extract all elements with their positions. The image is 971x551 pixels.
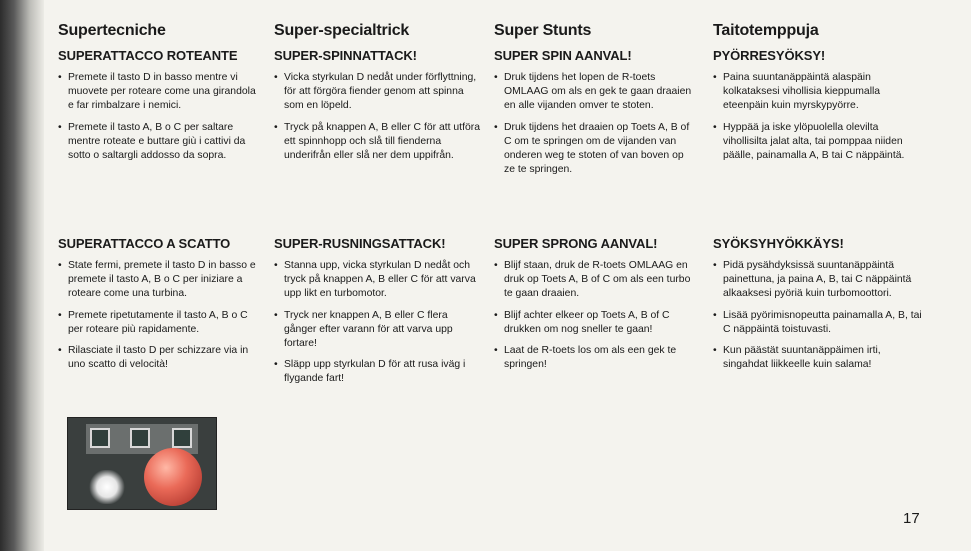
bullet-item: • Lisää pyörimisnopeutta painamalla A, B, tai C näppäintä toistuvasti. [713, 309, 923, 337]
column-swedish [274, 22, 480, 170]
bullet-item: • Laat de R-toets los om als een gek te springen! [494, 344, 696, 372]
bullet-item: • Blijf achter elkeer op Toets A, B of C drukken om nog sneller te gaan! [494, 309, 696, 337]
bullet-item: • Släpp upp styrkulan D för att rusa iväg i flygande fart! [274, 358, 480, 386]
section-heading: SUPERATTACCO ROTEANTE [58, 48, 238, 63]
section-heading: SUPER-SPINNATTACK! [274, 48, 417, 63]
screenshot-monitor [90, 428, 110, 448]
column-italian [58, 22, 263, 170]
bullet-item: • Druk tijdens het draaien op Toets A, B of C om te springen om de vijanden van onderen weg te stoten of van boven op ze te springen. [494, 121, 696, 178]
section-heading: SUPER-RUSNINGSATTACK! [274, 236, 446, 251]
screenshot-monitor [130, 428, 150, 448]
section-finnish-2 [713, 236, 923, 379]
column-dutch [494, 22, 696, 184]
screenshot-spin-effect [88, 470, 126, 504]
section-heading: PYÖRRESYÖKSY! [713, 48, 826, 63]
screenshot-monitor [172, 428, 192, 448]
bullet-item: • Premete il tasto D in basso mentre vi muovete per roteare come una girandola e far rimbalzare i nemici. [58, 71, 263, 114]
column-title: Supertecniche [58, 22, 166, 39]
bullet-item: • Premete ripetutamente il tasto A, B o C per roteare più rapidamente. [58, 309, 263, 337]
bullet-item: • Premete il tasto A, B o C per saltare mentre roteate e buttare giù i cattivi da sotto o saltargli addosso da sopra. [58, 121, 263, 164]
section-heading: SUPER SPIN AANVAL! [494, 48, 632, 63]
section-heading: SYÖKSYHYÖKKÄYS! [713, 236, 844, 251]
section-dutch-2 [494, 236, 696, 379]
bullet-item: • Kun päästät suuntanäppäimen irti, singahdat liikkeelle kuin salama! [713, 344, 923, 372]
screenshot-balloon [144, 448, 202, 506]
bullet-list [274, 71, 480, 163]
section-heading: SUPER SPRONG AANVAL! [494, 236, 658, 251]
bullet-item: • Rilasciate il tasto D per schizzare via in uno scatto di velocità! [58, 344, 263, 372]
page-number: 17 [903, 510, 920, 527]
bullet-list [58, 71, 263, 163]
column-finnish [713, 22, 923, 170]
bullet-item: • Stanna upp, vicka styrkulan D nedåt och tryck på knappen A, B eller C för att varva upp likt en turbomotor. [274, 259, 480, 302]
section-italian-2 [58, 236, 263, 379]
bullet-list [274, 259, 480, 387]
column-title: Super-specialtrick [274, 22, 410, 39]
bullet-item: • Blijf staan, druk de R-toets OMLAAG en druk op Toets A, B of C om als een turbo te gaan draaien. [494, 259, 696, 302]
bullet-item: • Druk tijdens het lopen de R-toets OMLAAG om als en gek te gaan draaien en alle vijanden omver te stoten. [494, 71, 696, 114]
bullet-list [713, 71, 923, 163]
bullet-item: • Paina suuntanäppäintä alaspäin kolkataksesi vihollisia kieppumalla eteenpäin kuin myrskypyörre. [713, 71, 923, 114]
column-title: Super Stunts [494, 22, 592, 39]
bullet-item: • Hyppää ja iske ylöpuolella olevilta vihollisilta jalat alta, tai pomppaa niiden päälle, painamalla A, B tai C näppäintä. [713, 121, 923, 164]
column-title: Taitotemppuja [713, 22, 819, 39]
bullet-list [494, 71, 696, 177]
section-swedish-2 [274, 236, 480, 394]
bullet-item: • Tryck ner knappen A, B eller C flera gånger efter varann för att varva upp fortare! [274, 309, 480, 352]
section-heading: SUPERATTACCO A SCATTO [58, 236, 231, 251]
bullet-item: • State fermi, premete il tasto D in basso e premete il tasto A, B o C per iniziare a roteare come una turbina. [58, 259, 263, 302]
bullet-list [713, 259, 923, 372]
bullet-item: • Vicka styrkulan D nedåt under förflyttning, för att förgöra fiender genom att spinna som en löpeld. [274, 71, 480, 114]
bullet-item: • Tryck på knappen A, B eller C för att utföra ett spinnhopp och slå till fienderna underifrån eller slå ner dem uppifrån. [274, 121, 480, 164]
bullet-item: • Pidä pysähdyksissä suuntanäppäintä painettuna, ja paina A, B, tai C näppäintä alkaaksesi pyöriä kuin turbomoottori. [713, 259, 923, 302]
game-screenshot [67, 417, 217, 510]
bullet-list [58, 259, 263, 372]
page-gutter-shadow [0, 0, 44, 551]
bullet-list [494, 259, 696, 372]
